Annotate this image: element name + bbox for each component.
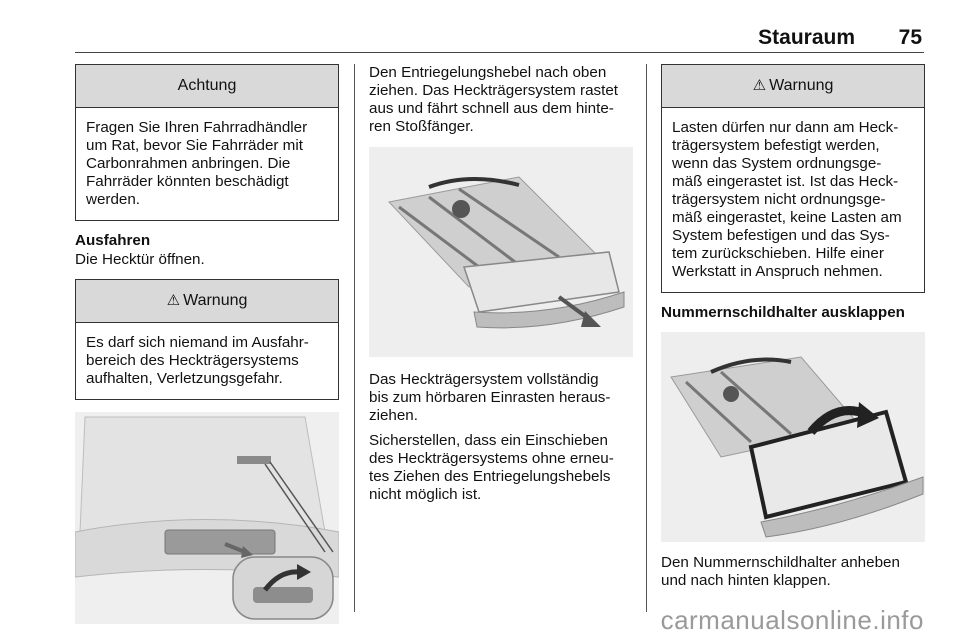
paragraph-fold-plate: Den Nummernschildhalter anheben und nach hinten klappen. <box>661 554 900 589</box>
instruction-text: Die Hecktür öffnen. <box>75 251 205 268</box>
figure-tailgate-bumper <box>75 412 339 624</box>
column-1 <box>75 64 339 624</box>
plate-holder-illustration <box>661 332 925 542</box>
section-title: Stauraum <box>758 26 855 49</box>
subhead-license-plate: Nummernschildhalter ausklappen <box>661 304 905 321</box>
figure-license-plate-holder <box>661 332 925 542</box>
column-divider-1 <box>354 64 355 612</box>
warning-box-load-title-text: Warnung <box>769 77 834 94</box>
column-2 <box>369 64 635 504</box>
paragraph-pull-out: Das Heckträgersystem vollständig bis zum hörbaren Einrasten heraus- ziehen. <box>369 371 611 424</box>
warning-box-load-title <box>662 65 924 108</box>
watermark: carmanualsonline.info <box>660 605 924 635</box>
figure-carrier-extended <box>369 147 633 357</box>
warning-box-load <box>661 64 925 293</box>
warning-triangle-icon: ⚠ <box>166 292 181 309</box>
page-number: 75 <box>898 26 922 49</box>
caution-box-title: Achtung <box>76 65 338 108</box>
warning-box <box>75 279 339 400</box>
caution-box-body: Fragen Sie Ihren Fahrradhändler um Rat, bevor Sie Fahrräder mit Carbonrahmen anbringen. Die Fahrräder könnten beschädigt werden. <box>86 119 308 208</box>
tailgate-illustration <box>75 412 339 624</box>
caution-box <box>75 64 339 221</box>
column-divider-2 <box>646 64 647 612</box>
paragraph-release-lever: Den Entriegelungshebel nach oben ziehen. Das Heckträgersystem rastet aus und fährt schnell aus dem hinte- ren Stoßfänger. <box>369 64 618 135</box>
subhead-ausfahren: Ausfahren <box>75 232 151 249</box>
warning-box-title-text: Warnung <box>183 292 248 309</box>
paragraph-check-lock: Sicherstellen, dass ein Einschieben des Heckträgersystems ohne erneu- tes Ziehen des Entriegelungshebels nicht möglich ist. <box>369 432 614 503</box>
warning-box-title <box>76 280 338 323</box>
carrier-illustration <box>369 147 633 357</box>
warning-box-body: Es darf sich niemand im Ausfahr- bereich des Heckträgersystems aufhalten, Verletzungsgefahr. <box>86 334 309 387</box>
warning-box-load-body: Lasten dürfen nur dann am Heck- trägersystem befestigt werden, wenn das System ordnungsge- mäß eingerastet ist. Ist das Heck- trägersystem nicht ordnungsge- mäß eingerastet, keine Lasten am System befestigen und das Sys- tem zurückschieben. Hilfe einer Werkstatt in Anspruch nehmen. <box>672 119 902 280</box>
header-rule <box>75 52 924 53</box>
column-3 <box>661 64 925 590</box>
warning-triangle-icon: ⚠ <box>752 77 767 94</box>
